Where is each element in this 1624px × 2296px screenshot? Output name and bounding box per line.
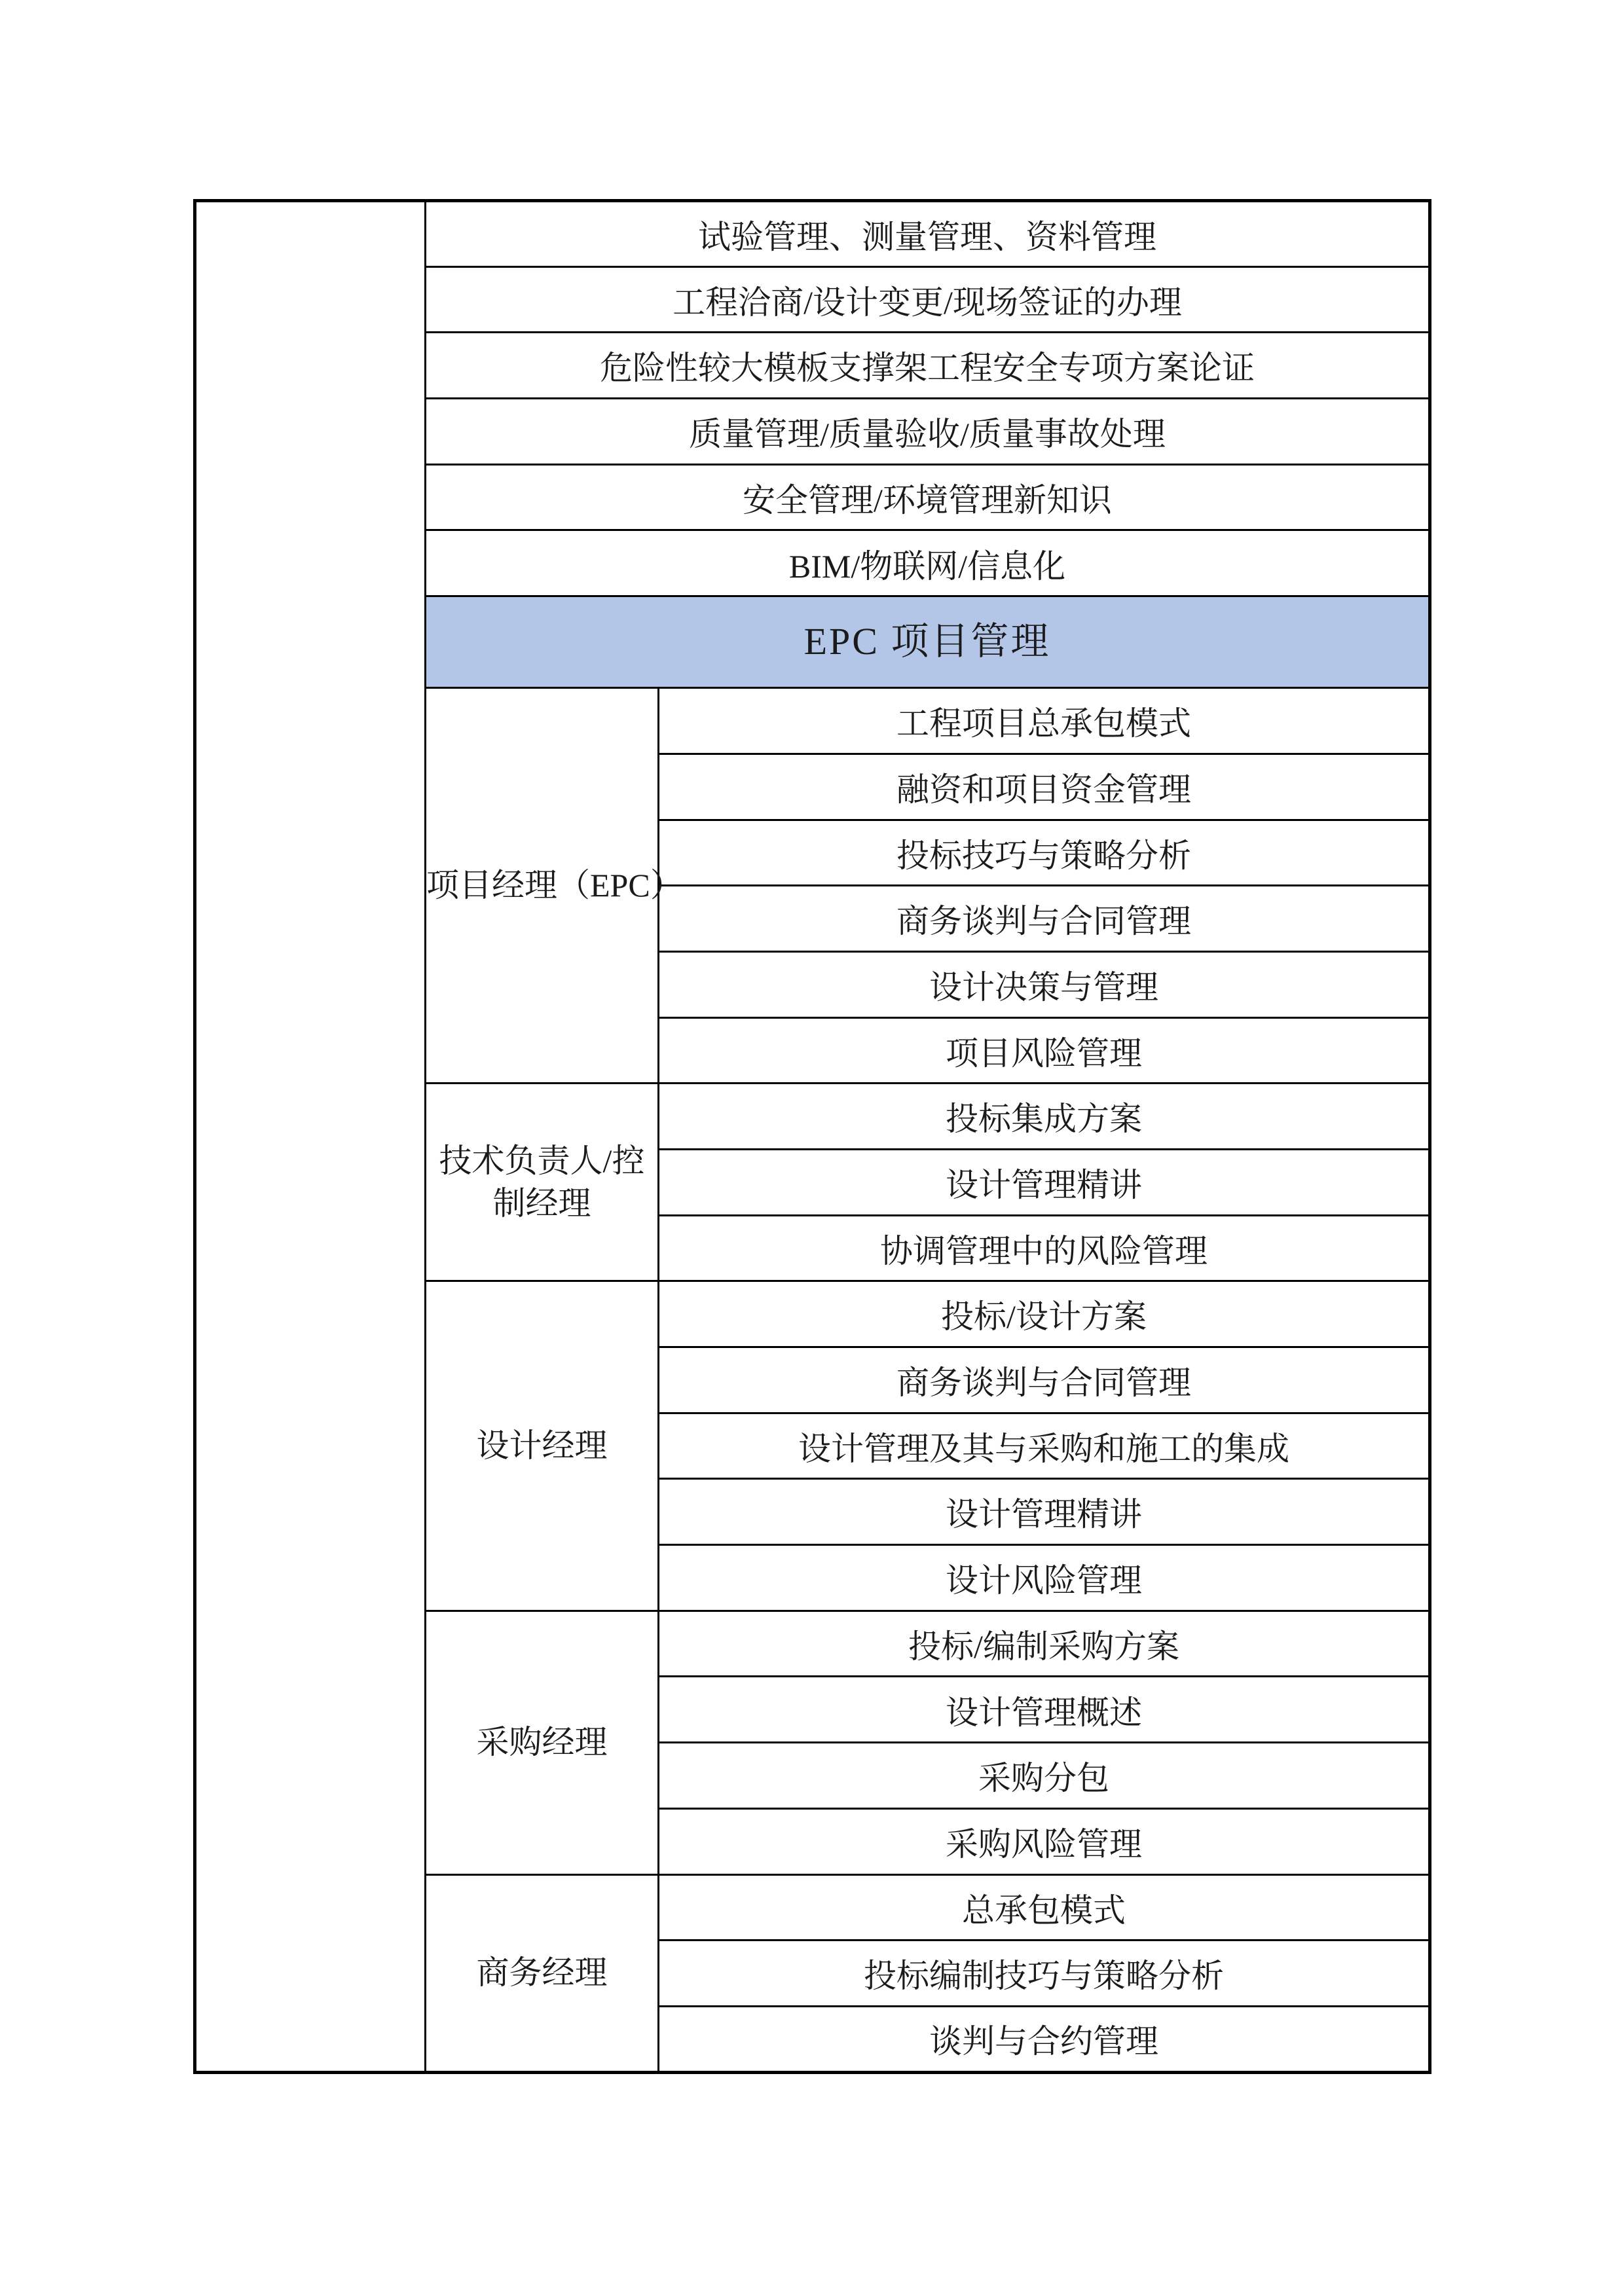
course-item: 商务谈判与合同管理 — [659, 1347, 1430, 1413]
course-item: 融资和项目资金管理 — [659, 754, 1430, 820]
course-item: 采购风险管理 — [659, 1808, 1430, 1874]
role-procurement-manager: 采购经理 — [426, 1611, 659, 1874]
role-design-manager: 设计经理 — [426, 1281, 659, 1611]
course-item: 采购分包 — [659, 1743, 1430, 1809]
course-item: 投标集成方案 — [659, 1084, 1430, 1150]
role-commercial-manager: 商务经理 — [426, 1874, 659, 2072]
role-project-manager-epc: 项目经理（EPC） — [426, 688, 659, 1084]
course-item: 投标/设计方案 — [659, 1281, 1430, 1347]
general-topic-1: 试验管理、测量管理、资料管理 — [426, 201, 1430, 267]
section-header-epc: EPC 项目管理 — [426, 596, 1430, 688]
course-item: 设计风险管理 — [659, 1545, 1430, 1611]
course-item: 设计决策与管理 — [659, 951, 1430, 1017]
course-item: 设计管理精讲 — [659, 1479, 1430, 1545]
course-item: 协调管理中的风险管理 — [659, 1215, 1430, 1281]
course-item: 投标/编制采购方案 — [659, 1611, 1430, 1677]
course-item: 工程项目总承包模式 — [659, 688, 1430, 754]
course-item: 设计管理精讲 — [659, 1149, 1430, 1215]
course-item: 投标编制技巧与策略分析 — [659, 1941, 1430, 2007]
course-item: 总承包模式 — [659, 1874, 1430, 1941]
course-item: 设计管理概述 — [659, 1677, 1430, 1743]
general-topic-4: 质量管理/质量验收/质量事故处理 — [426, 399, 1430, 465]
general-topic-3: 危险性较大模板支撑架工程安全专项方案论证 — [426, 333, 1430, 399]
general-topic-5: 安全管理/环境管理新知识 — [426, 464, 1430, 530]
general-topic-2: 工程洽商/设计变更/现场签证的办理 — [426, 266, 1430, 333]
course-item: 商务谈判与合同管理 — [659, 886, 1430, 952]
course-item: 设计管理及其与采购和施工的集成 — [659, 1413, 1430, 1479]
role-technical-lead-control-manager: 技术负责人/控制经理 — [426, 1084, 659, 1281]
course-item: 项目风险管理 — [659, 1017, 1430, 1084]
general-topic-6: BIM/物联网/信息化 — [426, 530, 1430, 596]
course-item: 投标技巧与策略分析 — [659, 820, 1430, 886]
course-table — [193, 199, 1431, 2074]
course-item: 谈判与合约管理 — [659, 2006, 1430, 2072]
blank-category-cell — [195, 201, 426, 2073]
